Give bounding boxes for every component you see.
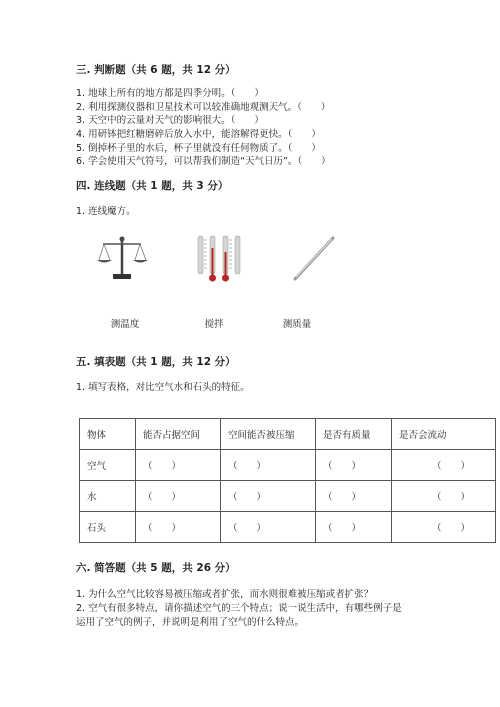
- table-question: 1. 填写表格，对比空气水和石头的特征。: [76, 382, 250, 393]
- answer-cell[interactable]: （ ）: [221, 481, 316, 512]
- question-item: 4. 用研钵把红糖磨碎后放入水中，能溶解得更快。（ ）: [76, 129, 321, 141]
- balance-scale-icon: [95, 234, 149, 282]
- section-5-title: 五. 填表题（共 1 题，共 12 分）: [76, 356, 236, 368]
- answer-cell[interactable]: （ ）: [316, 450, 392, 481]
- table-row: [80, 450, 496, 481]
- table-row: [80, 512, 496, 543]
- table-row: [80, 481, 496, 512]
- table-header-cell: 是否有质量: [316, 419, 392, 450]
- matching-question: 1. 连线魔方。: [76, 206, 136, 217]
- table-header-row: [80, 419, 496, 450]
- section-6-title: 六. 简答题（共 5 题，共 26 分）: [76, 562, 236, 574]
- matching-label-3: 测质量: [282, 319, 312, 330]
- answer-cell[interactable]: （ ）: [316, 481, 392, 512]
- row-name: 石头: [80, 512, 136, 543]
- glass-rod-icon: [290, 234, 338, 284]
- answer-cell[interactable]: （ ）: [392, 481, 496, 512]
- question-item: 3. 天空中的云量对天气的影响很大。（ ）: [76, 115, 264, 127]
- table-header-cell: 物体: [80, 419, 136, 450]
- table-header-cell: 是否会流动: [392, 419, 496, 450]
- row-name: 空气: [80, 450, 136, 481]
- answer-cell[interactable]: （ ）: [221, 450, 316, 481]
- matching-label-1: 测温度: [110, 319, 140, 330]
- answer-cell[interactable]: （ ）: [221, 512, 316, 543]
- answer-cell[interactable]: （ ）: [316, 512, 392, 543]
- question-item: 1. 地球上所有的地方都是四季分明。（ ）: [76, 88, 264, 99]
- question-item: 6. 学会使用天气符号，可以帮我们制造“天气日历”。（ ）: [76, 156, 331, 168]
- short-answer-line: 2. 空气有很多特点，请你描述空气的三个特点；说一说生活中，有哪些例子是: [76, 603, 402, 614]
- table-header-cell: 能否占据空间: [136, 419, 221, 450]
- question-item: 2. 利用探测仪器和卫星技术可以较准确地观测天气。（ ）: [76, 101, 331, 113]
- answer-cell[interactable]: （ ）: [392, 512, 496, 543]
- answer-cell[interactable]: （ ）: [136, 481, 221, 512]
- question-item: 5. 倒掉杯子里的水后，杯子里就没有任何物质了。（ ）: [76, 142, 321, 154]
- section-4-title: 四. 连线题（共 1 题，共 3 分）: [76, 180, 229, 192]
- answer-cell[interactable]: （ ）: [136, 450, 221, 481]
- section-3-title: 三. 判断题（共 6 题，共 12 分）: [76, 64, 236, 76]
- true-false-list: [76, 87, 331, 169]
- thermometer-icon: [196, 234, 242, 284]
- answer-cell[interactable]: （ ）: [136, 512, 221, 543]
- matching-label-2: 搅拌: [204, 319, 224, 330]
- comparison-table: [79, 418, 496, 543]
- answer-cell[interactable]: （ ）: [392, 450, 496, 481]
- row-name: 水: [80, 481, 136, 512]
- short-answer-line: 运用了空气的例子，并说明是利用了空气的什么特点。: [76, 617, 305, 628]
- table-header-cell: 空间能否被压缩: [221, 419, 316, 450]
- short-answer-line: 1. 为什么空气比较容易被压缩或者扩张，而水则很难被压缩或者扩张？: [76, 589, 374, 600]
